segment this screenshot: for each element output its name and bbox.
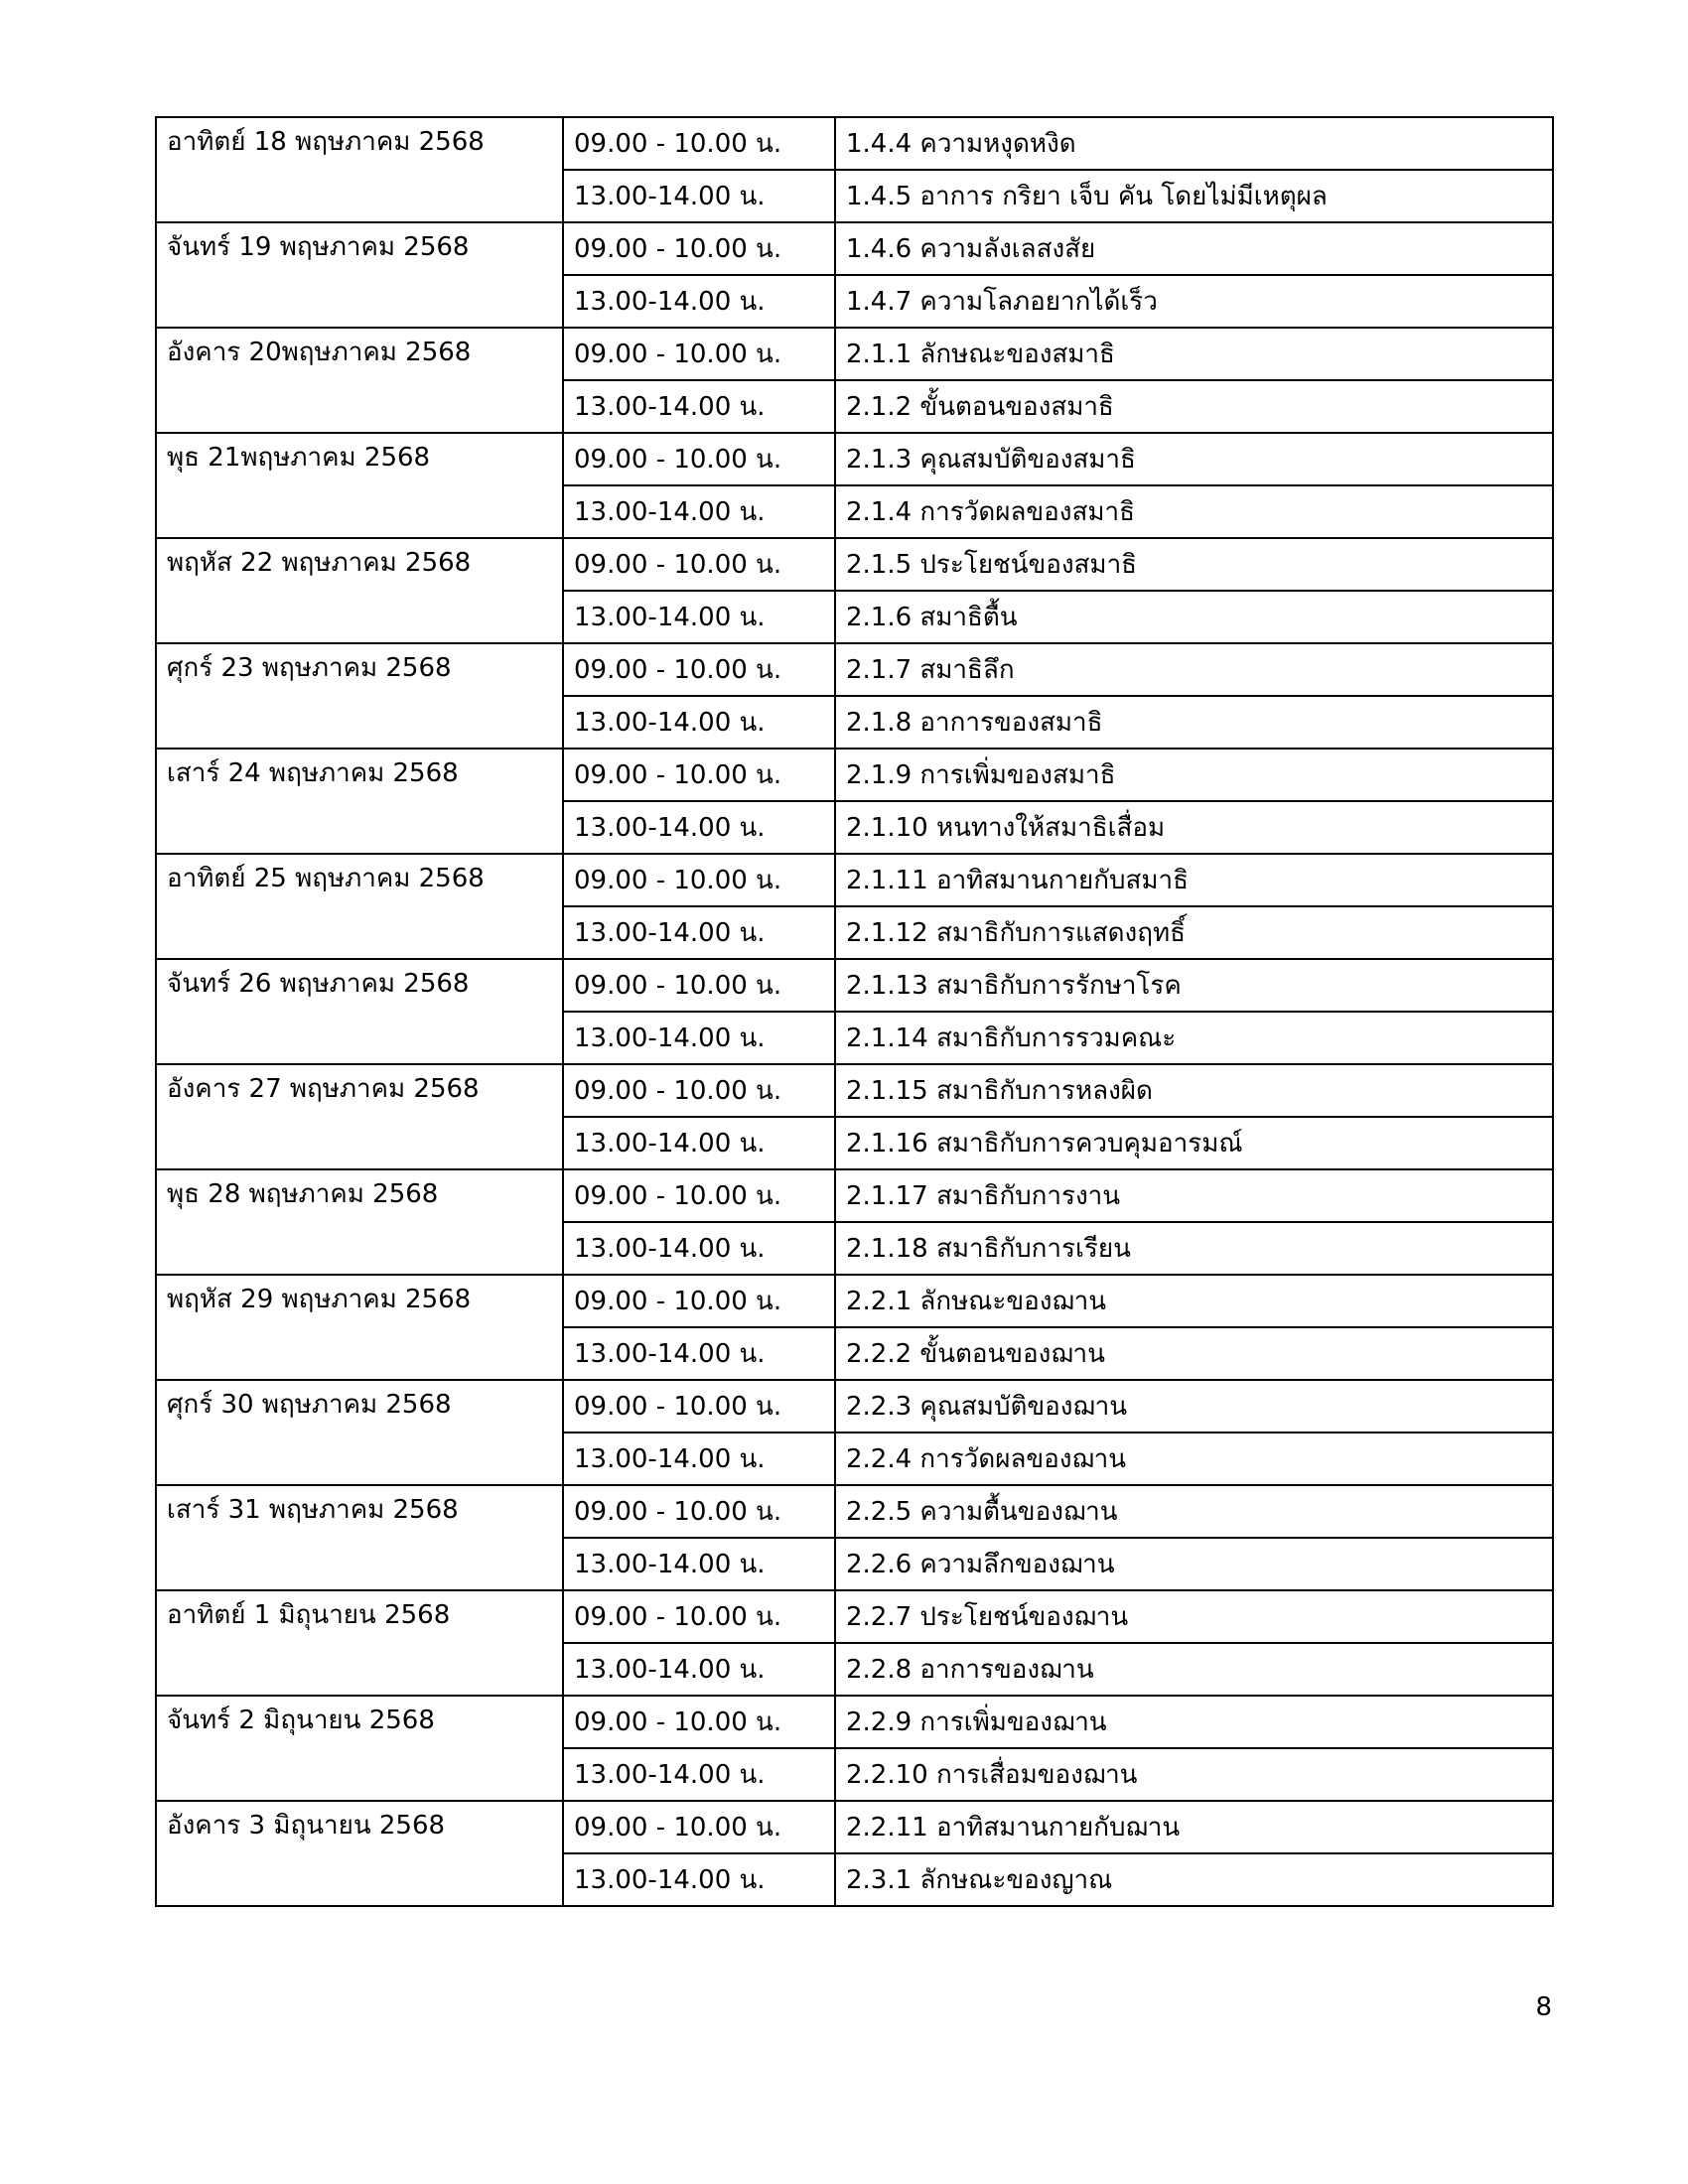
topic-cell: 2.1.10 หนทางให้สมาธิเสื่อม <box>835 801 1553 854</box>
topic-cell: 2.2.3 คุณสมบัติของฌาน <box>835 1380 1553 1433</box>
date-cell: พุธ 28 พฤษภาคม 2568 <box>156 1169 563 1275</box>
time-cell: 09.00 - 10.00 น. <box>563 1169 835 1222</box>
time-cell: 13.00-14.00 น. <box>563 1012 835 1064</box>
table-row <box>156 749 1553 801</box>
date-cell: อาทิตย์ 1 มิถุนายน 2568 <box>156 1590 563 1696</box>
topic-cell: 2.2.1 ลักษณะของฌาน <box>835 1275 1553 1327</box>
table-row <box>156 643 1553 696</box>
page-number: 8 <box>1535 1992 1552 2022</box>
date-cell: จันทร์ 26 พฤษภาคม 2568 <box>156 959 563 1064</box>
table-row <box>156 1169 1553 1222</box>
topic-cell: 2.1.8 อาการของสมาธิ <box>835 696 1553 749</box>
date-cell: อังคาร 20พฤษภาคม 2568 <box>156 328 563 433</box>
time-cell: 13.00-14.00 น. <box>563 1643 835 1696</box>
date-cell: เสาร์ 31 พฤษภาคม 2568 <box>156 1485 563 1590</box>
topic-cell: 2.1.9 การเพิ่มของสมาธิ <box>835 749 1553 801</box>
time-cell: 13.00-14.00 น. <box>563 1433 835 1485</box>
time-cell: 09.00 - 10.00 น. <box>563 749 835 801</box>
date-cell: ศุกร์ 23 พฤษภาคม 2568 <box>156 643 563 749</box>
date-cell: อาทิตย์ 25 พฤษภาคม 2568 <box>156 854 563 959</box>
topic-cell: 2.1.17 สมาธิกับการงาน <box>835 1169 1553 1222</box>
topic-cell: 1.4.4 ความหงุดหงิด <box>835 117 1553 170</box>
time-cell: 09.00 - 10.00 น. <box>563 1801 835 1853</box>
time-cell: 13.00-14.00 น. <box>563 1853 835 1906</box>
date-cell: อังคาร 3 มิถุนายน 2568 <box>156 1801 563 1906</box>
topic-cell: 2.2.9 การเพิ่มของฌาน <box>835 1696 1553 1748</box>
time-cell: 09.00 - 10.00 น. <box>563 538 835 591</box>
table-row <box>156 854 1553 906</box>
table-row <box>156 1696 1553 1748</box>
date-cell: จันทร์ 2 มิถุนายน 2568 <box>156 1696 563 1801</box>
time-cell: 13.00-14.00 น. <box>563 1117 835 1169</box>
time-cell: 13.00-14.00 น. <box>563 380 835 433</box>
time-cell: 13.00-14.00 น. <box>563 801 835 854</box>
time-cell: 09.00 - 10.00 น. <box>563 328 835 380</box>
date-cell: พฤหัส 22 พฤษภาคม 2568 <box>156 538 563 643</box>
date-cell: พุธ 21พฤษภาคม 2568 <box>156 433 563 538</box>
topic-cell: 2.1.5 ประโยชน์ของสมาธิ <box>835 538 1553 591</box>
topic-cell: 2.1.16 สมาธิกับการควบคุมอารมณ์ <box>835 1117 1553 1169</box>
topic-cell: 2.2.10 การเสื่อมของฌาน <box>835 1748 1553 1801</box>
time-cell: 09.00 - 10.00 น. <box>563 1064 835 1117</box>
topic-cell: 2.1.6 สมาธิตื้น <box>835 591 1553 643</box>
topic-cell: 2.2.8 อาการของฌาน <box>835 1643 1553 1696</box>
time-cell: 13.00-14.00 น. <box>563 1538 835 1590</box>
time-cell: 13.00-14.00 น. <box>563 275 835 328</box>
time-cell: 13.00-14.00 น. <box>563 906 835 959</box>
table-row <box>156 328 1553 380</box>
topic-cell: 1.4.5 อาการ กริยา เจ็บ คัน โดยไม่มีเหตุผล <box>835 170 1553 222</box>
time-cell: 09.00 - 10.00 น. <box>563 1485 835 1538</box>
time-cell: 13.00-14.00 น. <box>563 485 835 538</box>
date-cell: เสาร์ 24 พฤษภาคม 2568 <box>156 749 563 854</box>
date-cell: ศุกร์ 30 พฤษภาคม 2568 <box>156 1380 563 1485</box>
time-cell: 09.00 - 10.00 น. <box>563 1696 835 1748</box>
topic-cell: 2.1.2 ขั้นตอนของสมาธิ <box>835 380 1553 433</box>
time-cell: 13.00-14.00 น. <box>563 1748 835 1801</box>
time-cell: 13.00-14.00 น. <box>563 1327 835 1380</box>
topic-cell: 2.2.11 อาทิสมานกายกับฌาน <box>835 1801 1553 1853</box>
time-cell: 09.00 - 10.00 น. <box>563 433 835 485</box>
schedule-table <box>155 116 1554 1907</box>
topic-cell: 2.1.15 สมาธิกับการหลงผิด <box>835 1064 1553 1117</box>
table-row <box>156 1380 1553 1433</box>
topic-cell: 2.1.3 คุณสมบัติของสมาธิ <box>835 433 1553 485</box>
topic-cell: 2.2.4 การวัดผลของฌาน <box>835 1433 1553 1485</box>
topic-cell: 2.1.12 สมาธิกับการแสดงฤทธิ์ <box>835 906 1553 959</box>
table-row <box>156 1485 1553 1538</box>
time-cell: 09.00 - 10.00 น. <box>563 1275 835 1327</box>
date-cell: พฤหัส 29 พฤษภาคม 2568 <box>156 1275 563 1380</box>
date-cell: อังคาร 27 พฤษภาคม 2568 <box>156 1064 563 1169</box>
topic-cell: 2.1.4 การวัดผลของสมาธิ <box>835 485 1553 538</box>
topic-cell: 2.2.5 ความตื้นของฌาน <box>835 1485 1553 1538</box>
topic-cell: 2.1.13 สมาธิกับการรักษาโรค <box>835 959 1553 1012</box>
table-row <box>156 1590 1553 1643</box>
time-cell: 09.00 - 10.00 น. <box>563 1380 835 1433</box>
date-cell: อาทิตย์ 18 พฤษภาคม 2568 <box>156 117 563 222</box>
topic-cell: 2.1.14 สมาธิกับการรวมคณะ <box>835 1012 1553 1064</box>
time-cell: 09.00 - 10.00 น. <box>563 222 835 275</box>
topic-cell: 2.1.11 อาทิสมานกายกับสมาธิ <box>835 854 1553 906</box>
topic-cell: 2.1.1 ลักษณะของสมาธิ <box>835 328 1553 380</box>
time-cell: 09.00 - 10.00 น. <box>563 959 835 1012</box>
table-row <box>156 222 1553 275</box>
time-cell: 13.00-14.00 น. <box>563 591 835 643</box>
topic-cell: 2.2.6 ความลึกของฌาน <box>835 1538 1553 1590</box>
topic-cell: 2.2.7 ประโยชน์ของฌาน <box>835 1590 1553 1643</box>
topic-cell: 2.1.7 สมาธิลึก <box>835 643 1553 696</box>
table-row <box>156 959 1553 1012</box>
table-row <box>156 433 1553 485</box>
table-row <box>156 538 1553 591</box>
topic-cell: 2.1.18 สมาธิกับการเรียน <box>835 1222 1553 1275</box>
time-cell: 13.00-14.00 น. <box>563 1222 835 1275</box>
topic-cell: 2.2.2 ขั้นตอนของฌาน <box>835 1327 1553 1380</box>
time-cell: 13.00-14.00 น. <box>563 170 835 222</box>
table-row <box>156 117 1553 170</box>
time-cell: 09.00 - 10.00 น. <box>563 854 835 906</box>
time-cell: 09.00 - 10.00 น. <box>563 643 835 696</box>
topic-cell: 1.4.6 ความลังเลสงสัย <box>835 222 1553 275</box>
table-row <box>156 1801 1553 1853</box>
time-cell: 09.00 - 10.00 น. <box>563 117 835 170</box>
schedule-body <box>156 117 1553 1906</box>
table-row <box>156 1064 1553 1117</box>
time-cell: 13.00-14.00 น. <box>563 696 835 749</box>
topic-cell: 1.4.7 ความโลภอยากได้เร็ว <box>835 275 1553 328</box>
time-cell: 09.00 - 10.00 น. <box>563 1590 835 1643</box>
table-row <box>156 1275 1553 1327</box>
topic-cell: 2.3.1 ลักษณะของญาณ <box>835 1853 1553 1906</box>
date-cell: จันทร์ 19 พฤษภาคม 2568 <box>156 222 563 328</box>
